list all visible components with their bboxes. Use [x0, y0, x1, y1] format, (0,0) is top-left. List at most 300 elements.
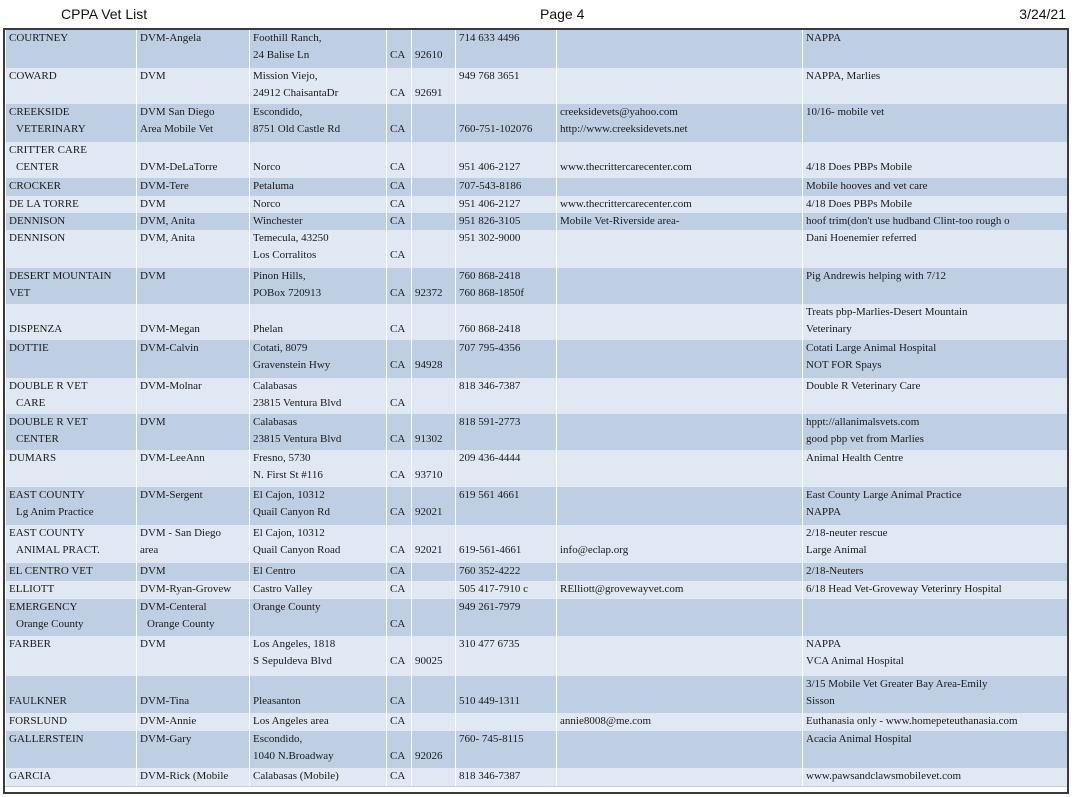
cell-phone: [455, 563, 557, 581]
cell-text: creeksidevets@yahoo.com: [560, 106, 678, 118]
cell-addr: [249, 30, 387, 68]
cell-text: 818 591-2773: [459, 416, 521, 428]
cell-text: CA: [390, 359, 406, 371]
cell-text: www.pawsandclawsmobilevet.com: [806, 770, 962, 782]
cell-text: 951 406-2127: [459, 161, 521, 173]
cell-title: [136, 230, 250, 268]
cell-text: CA: [390, 506, 406, 518]
cell-text: VETERINARY: [16, 123, 86, 135]
table-row: [5, 268, 1069, 305]
cell-text: 707-543-8186: [459, 180, 522, 192]
cell-text: 760 868-2418: [459, 270, 521, 282]
cell-state: [386, 581, 412, 599]
cell-text: Calabasas: [253, 380, 297, 392]
cell-addr: [249, 563, 387, 581]
cell-text: 760- 745-8115: [459, 733, 524, 745]
cell-notes: [802, 581, 1069, 599]
cell-web: [556, 450, 803, 487]
cell-text: CA: [390, 123, 406, 135]
cell-text: CARE: [16, 397, 46, 409]
cell-text: 949 261-7979: [459, 601, 521, 613]
cell-zip: [411, 599, 456, 636]
cell-name: [5, 104, 137, 142]
cell-name: [5, 563, 137, 581]
cell-text: Foothill Ranch,: [253, 32, 322, 44]
cell-text: 10/16- mobile vet: [806, 106, 885, 118]
cell-phone: [455, 30, 557, 68]
cell-state: [386, 196, 412, 213]
cell-notes: [802, 213, 1069, 230]
cell-title: [136, 731, 250, 768]
cell-text: 714 633 4496: [459, 32, 520, 44]
cell-text: Los Angeles area: [253, 715, 329, 727]
cell-addr: [249, 599, 387, 636]
cell-text: Fresno, 5730: [253, 452, 311, 464]
cell-state: [386, 304, 412, 340]
cell-title: [136, 378, 250, 414]
cell-text: Area Mobile Vet: [140, 123, 214, 135]
cell-text: www.thecrittercarecenter.com: [560, 161, 692, 173]
cell-phone: [455, 196, 557, 213]
cell-notes: [802, 196, 1069, 213]
cell-text: 4/18 Does PBPs Mobile: [806, 161, 913, 173]
cell-zip: [411, 378, 456, 414]
cell-addr: [249, 636, 387, 676]
cell-text: EAST COUNTY: [9, 489, 85, 501]
cell-name: [5, 378, 137, 414]
cell-text: 949 768 3651: [459, 70, 520, 82]
cell-web: [556, 230, 803, 268]
cell-text: Acacia Animal Hospital: [806, 733, 912, 745]
cell-text: DENNISON: [9, 215, 66, 227]
table-row: [5, 450, 1069, 488]
cell-text: CA: [390, 544, 406, 556]
cell-text: Gravenstein Hwy: [253, 359, 331, 371]
cell-text: Dani Hoenemier referred: [806, 232, 917, 244]
cell-phone: [455, 178, 557, 196]
cell-text: COURTNEY: [9, 32, 69, 44]
table-row: [5, 487, 1069, 526]
cell-text: Veterinary: [806, 323, 852, 335]
cell-notes: [802, 599, 1069, 636]
table-row: [5, 581, 1069, 600]
cell-name: [5, 731, 137, 768]
cell-web: [556, 142, 803, 178]
cell-text: hppt://allanimalsvets.com: [806, 416, 920, 428]
cell-state: [386, 563, 412, 581]
cell-text: Mobile hooves and vet care: [806, 180, 928, 192]
vet-list-table: [3, 28, 1069, 794]
cell-text: El Cajon, 10312: [253, 489, 325, 501]
table-row: [5, 104, 1069, 143]
cell-notes: [802, 68, 1069, 104]
cell-notes: [802, 268, 1069, 304]
cell-text: 951 302-9000: [459, 232, 521, 244]
cell-text: DESERT MOUNTAIN: [9, 270, 112, 282]
cell-name: [5, 268, 137, 304]
cell-notes: [802, 304, 1069, 340]
cell-name: [5, 178, 137, 196]
cell-text: Norco: [253, 198, 281, 210]
cell-zip: [411, 68, 456, 104]
cell-text: CA: [390, 433, 406, 445]
cell-text: Large Animal: [806, 544, 867, 556]
cell-text: 93710: [415, 469, 443, 481]
cell-text: Calabasas: [253, 416, 297, 428]
cell-phone: [455, 676, 557, 713]
cell-text: 4/18 Does PBPs Mobile: [806, 198, 913, 210]
cell-addr: [249, 268, 387, 304]
cell-text: Phelan: [253, 323, 283, 335]
cell-text: 3/15 Mobile Vet Greater Bay Area-Emily: [806, 678, 988, 690]
cell-text: 90025: [415, 655, 443, 667]
cell-state: [386, 450, 412, 487]
cell-text: EMERGENCY: [9, 601, 78, 613]
cell-text: Mobile Vet-Riverside area-: [560, 215, 680, 227]
cell-notes: [802, 731, 1069, 768]
cell-state: [386, 68, 412, 104]
cell-text: CA: [390, 198, 406, 210]
cell-state: [386, 30, 412, 68]
cell-title: [136, 68, 250, 104]
cell-text: 92021: [415, 544, 443, 556]
cell-name: [5, 581, 137, 599]
cell-text: Quail Canyon Road: [253, 544, 341, 556]
cell-state: [386, 713, 412, 731]
cell-addr: [249, 304, 387, 340]
cell-text: Orange County: [16, 618, 84, 630]
cell-text: DVM San Diego: [140, 106, 215, 118]
table-row: [5, 599, 1069, 637]
cell-phone: [455, 304, 557, 340]
cell-text: DVM - San Diego: [140, 527, 221, 539]
cell-text: 760 352-4222: [459, 565, 521, 577]
cell-notes: [802, 142, 1069, 178]
cell-title: [136, 304, 250, 340]
cell-text: Calabasas (Mobile): [253, 770, 339, 782]
cell-text: East County Large Animal Practice: [806, 489, 962, 501]
cell-title: [136, 525, 250, 563]
cell-zip: [411, 196, 456, 213]
cell-addr: [249, 378, 387, 414]
cell-text: 2/18-neuter rescue: [806, 527, 888, 539]
cell-text: ANIMAL PRACT.: [16, 544, 100, 556]
cell-state: [386, 676, 412, 713]
cell-title: [136, 676, 250, 713]
cell-text: 310 477 6735: [459, 638, 520, 650]
cell-addr: [249, 68, 387, 104]
cell-text: Mission Viejo,: [253, 70, 318, 82]
cell-text: Temecula, 43250: [253, 232, 329, 244]
cell-addr: [249, 450, 387, 487]
cell-notes: [802, 636, 1069, 676]
cell-text: 23815 Ventura Blvd: [253, 397, 342, 409]
cell-text: GARCIA: [9, 770, 52, 782]
cell-addr: [249, 713, 387, 731]
cell-phone: [455, 713, 557, 731]
cell-notes: [802, 676, 1069, 713]
cell-phone: [455, 142, 557, 178]
cell-phone: [455, 450, 557, 487]
cell-phone: [455, 104, 557, 142]
cell-text: NAPPA, Marlies: [806, 70, 881, 82]
cell-text: Orange County: [147, 618, 215, 630]
cell-web: [556, 213, 803, 230]
cell-title: [136, 142, 250, 178]
cell-notes: [802, 30, 1069, 68]
cell-text: COWARD: [9, 70, 57, 82]
cell-state: [386, 213, 412, 230]
cell-zip: [411, 414, 456, 450]
cell-text: 707 795-4356: [459, 342, 521, 354]
cell-text: DVM-Rick (Mobile: [140, 770, 229, 782]
cell-notes: [802, 487, 1069, 525]
cell-text: 760 868-2418: [459, 323, 521, 335]
cell-state: [386, 731, 412, 768]
cell-web: [556, 178, 803, 196]
cell-addr: [249, 525, 387, 563]
cell-text: CA: [390, 49, 406, 61]
document-date: 3/24/21: [1019, 6, 1066, 22]
cell-web: [556, 676, 803, 713]
cell-text: 619-561-4661: [459, 544, 522, 556]
table-row: [5, 304, 1069, 341]
cell-text: CA: [390, 397, 406, 409]
cell-state: [386, 636, 412, 676]
cell-phone: [455, 230, 557, 268]
cell-zip: [411, 340, 456, 378]
cell-zip: [411, 731, 456, 768]
cell-text: El Centro: [253, 565, 296, 577]
cell-text: 92691: [415, 87, 443, 99]
cell-web: [556, 340, 803, 378]
cell-phone: [455, 768, 557, 786]
cell-text: Euthanasia only - www.homepeteuthanasia.com: [806, 715, 1018, 727]
cell-state: [386, 340, 412, 378]
cell-text: CROCKER: [9, 180, 61, 192]
cell-text: 92610: [415, 49, 443, 61]
table-row: [5, 230, 1069, 269]
cell-zip: [411, 525, 456, 563]
table-row: [5, 563, 1069, 582]
table-row: [5, 731, 1069, 769]
table-row: [5, 378, 1069, 415]
cell-text: good pbp vet from Marlies: [806, 433, 924, 445]
cell-text: FARBER: [9, 638, 51, 650]
cell-text: DVM-Centeral: [140, 601, 207, 613]
cell-name: [5, 676, 137, 713]
cell-text: 92026: [415, 750, 443, 762]
cell-phone: [455, 340, 557, 378]
cell-zip: [411, 104, 456, 142]
cell-text: CA: [390, 618, 406, 630]
cell-title: [136, 768, 250, 786]
cell-title: [136, 30, 250, 68]
cell-web: [556, 68, 803, 104]
cell-text: DVM-Ryan-Grovew: [140, 583, 232, 595]
cell-zip: [411, 768, 456, 786]
cell-name: [5, 768, 137, 786]
table-row: [5, 30, 1069, 69]
cell-name: [5, 487, 137, 525]
cell-web: [556, 581, 803, 599]
cell-name: [5, 340, 137, 378]
cell-text: DVM-Sergent: [140, 489, 203, 501]
cell-title: [136, 268, 250, 304]
cell-text: DVM, Anita: [140, 215, 195, 227]
cell-addr: [249, 731, 387, 768]
cell-text: CA: [390, 695, 406, 707]
cell-zip: [411, 304, 456, 340]
cell-zip: [411, 30, 456, 68]
cell-addr: [249, 142, 387, 178]
cell-zip: [411, 636, 456, 676]
cell-text: DVM-Tina: [140, 695, 190, 707]
cell-text: DVM: [140, 70, 166, 82]
cell-phone: [455, 487, 557, 525]
cell-state: [386, 768, 412, 786]
cell-text: DE LA TORRE: [9, 198, 79, 210]
cell-text: CA: [390, 655, 406, 667]
cell-state: [386, 414, 412, 450]
cell-text: DVM-Tere: [140, 180, 189, 192]
cell-text: Petaluma: [253, 180, 294, 192]
cell-text: S Sepuldeva Blvd: [253, 655, 332, 667]
cell-text: 24912 ChaisantaDr: [253, 87, 339, 99]
cell-state: [386, 142, 412, 178]
cell-text: 92372: [415, 287, 443, 299]
cell-text: GALLERSTEIN: [9, 733, 84, 745]
cell-notes: [802, 525, 1069, 563]
cell-web: [556, 731, 803, 768]
cell-web: [556, 304, 803, 340]
cell-text: 505 417-7910 c: [459, 583, 529, 595]
cell-text: CA: [390, 583, 406, 595]
cell-text: 2/18-Neuters: [806, 565, 864, 577]
table-row: [5, 178, 1069, 197]
cell-text: Orange County: [253, 601, 321, 613]
cell-state: [386, 268, 412, 304]
cell-title: [136, 196, 250, 213]
table-row: [5, 676, 1069, 714]
cell-addr: [249, 230, 387, 268]
cell-phone: [455, 378, 557, 414]
cell-state: [386, 178, 412, 196]
cell-text: DVM: [140, 565, 166, 577]
cell-text: 818 346-7387: [459, 770, 521, 782]
cell-text: Lg Anim Practice: [16, 506, 94, 518]
cell-name: [5, 68, 137, 104]
cell-text: 510 449-1311: [459, 695, 521, 707]
cell-text: CA: [390, 161, 406, 173]
cell-notes: [802, 450, 1069, 487]
cell-name: [5, 230, 137, 268]
table-row: [5, 340, 1069, 379]
cell-text: DVM, Anita: [140, 232, 195, 244]
cell-name: [5, 525, 137, 563]
table-row: [5, 142, 1069, 179]
cell-text: 209 436-4444: [459, 452, 521, 464]
cell-state: [386, 378, 412, 414]
cell-text: Los Corralitos: [253, 249, 317, 261]
cell-name: [5, 196, 137, 213]
cell-web: [556, 268, 803, 304]
cell-web: [556, 196, 803, 213]
cell-text: DVM-Megan: [140, 323, 200, 335]
cell-text: Winchester: [253, 215, 303, 227]
cell-zip: [411, 676, 456, 713]
cell-text: DUMARS: [9, 452, 57, 464]
cell-notes: [802, 414, 1069, 450]
cell-text: DVM: [140, 638, 166, 650]
cell-addr: [249, 213, 387, 230]
cell-text: FORSLUND: [9, 715, 68, 727]
cell-title: [136, 450, 250, 487]
cell-text: Norco: [253, 161, 281, 173]
cell-notes: [802, 230, 1069, 268]
table-row: [5, 414, 1069, 451]
cell-text: 92021: [415, 506, 443, 518]
cell-text: DVM-DeLaTorre: [140, 161, 218, 173]
cell-text: Escondido,: [253, 733, 303, 745]
cell-text: NAPPA: [806, 638, 842, 650]
cell-text: EL CENTRO VET: [9, 565, 93, 577]
cell-text: Cotati Large Animal Hospital: [806, 342, 937, 354]
cell-web: [556, 30, 803, 68]
cell-zip: [411, 581, 456, 599]
cell-text: NAPPA: [806, 32, 842, 44]
cell-web: [556, 487, 803, 525]
cell-zip: [411, 213, 456, 230]
cell-text: DVM: [140, 270, 166, 282]
cell-title: [136, 178, 250, 196]
cell-zip: [411, 450, 456, 487]
cell-text: NAPPA: [806, 506, 842, 518]
cell-zip: [411, 142, 456, 178]
cell-text: CREEKSIDE: [9, 106, 70, 118]
cell-text: Animal Health Centre: [806, 452, 904, 464]
cell-text: DENNISON: [9, 232, 66, 244]
cell-text: DVM-Angela: [140, 32, 202, 44]
cell-text: 91302: [415, 433, 443, 445]
document-title: CPPA Vet List: [61, 6, 148, 22]
cell-zip: [411, 178, 456, 196]
cell-name: [5, 713, 137, 731]
page-header: [0, 0, 1074, 28]
cell-text: 8751 Old Castle Rd: [253, 123, 341, 135]
cell-text: VCA Animal Hospital: [806, 655, 904, 667]
cell-name: [5, 450, 137, 487]
cell-addr: [249, 487, 387, 525]
cell-phone: [455, 268, 557, 304]
cell-text: CA: [390, 215, 406, 227]
cell-phone: [455, 599, 557, 636]
cell-zip: [411, 268, 456, 304]
table-row: [5, 68, 1069, 105]
cell-web: [556, 563, 803, 581]
cell-web: [556, 713, 803, 731]
cell-text: 94928: [415, 359, 443, 371]
cell-title: [136, 487, 250, 525]
cell-addr: [249, 768, 387, 786]
cell-text: CA: [390, 287, 406, 299]
cell-text: Pleasanton: [253, 695, 301, 707]
cell-addr: [249, 676, 387, 713]
cell-phone: [455, 581, 557, 599]
cell-text: DVM-Gary: [140, 733, 192, 745]
table-row: [5, 713, 1069, 732]
cell-text: DVM-Calvin: [140, 342, 199, 354]
